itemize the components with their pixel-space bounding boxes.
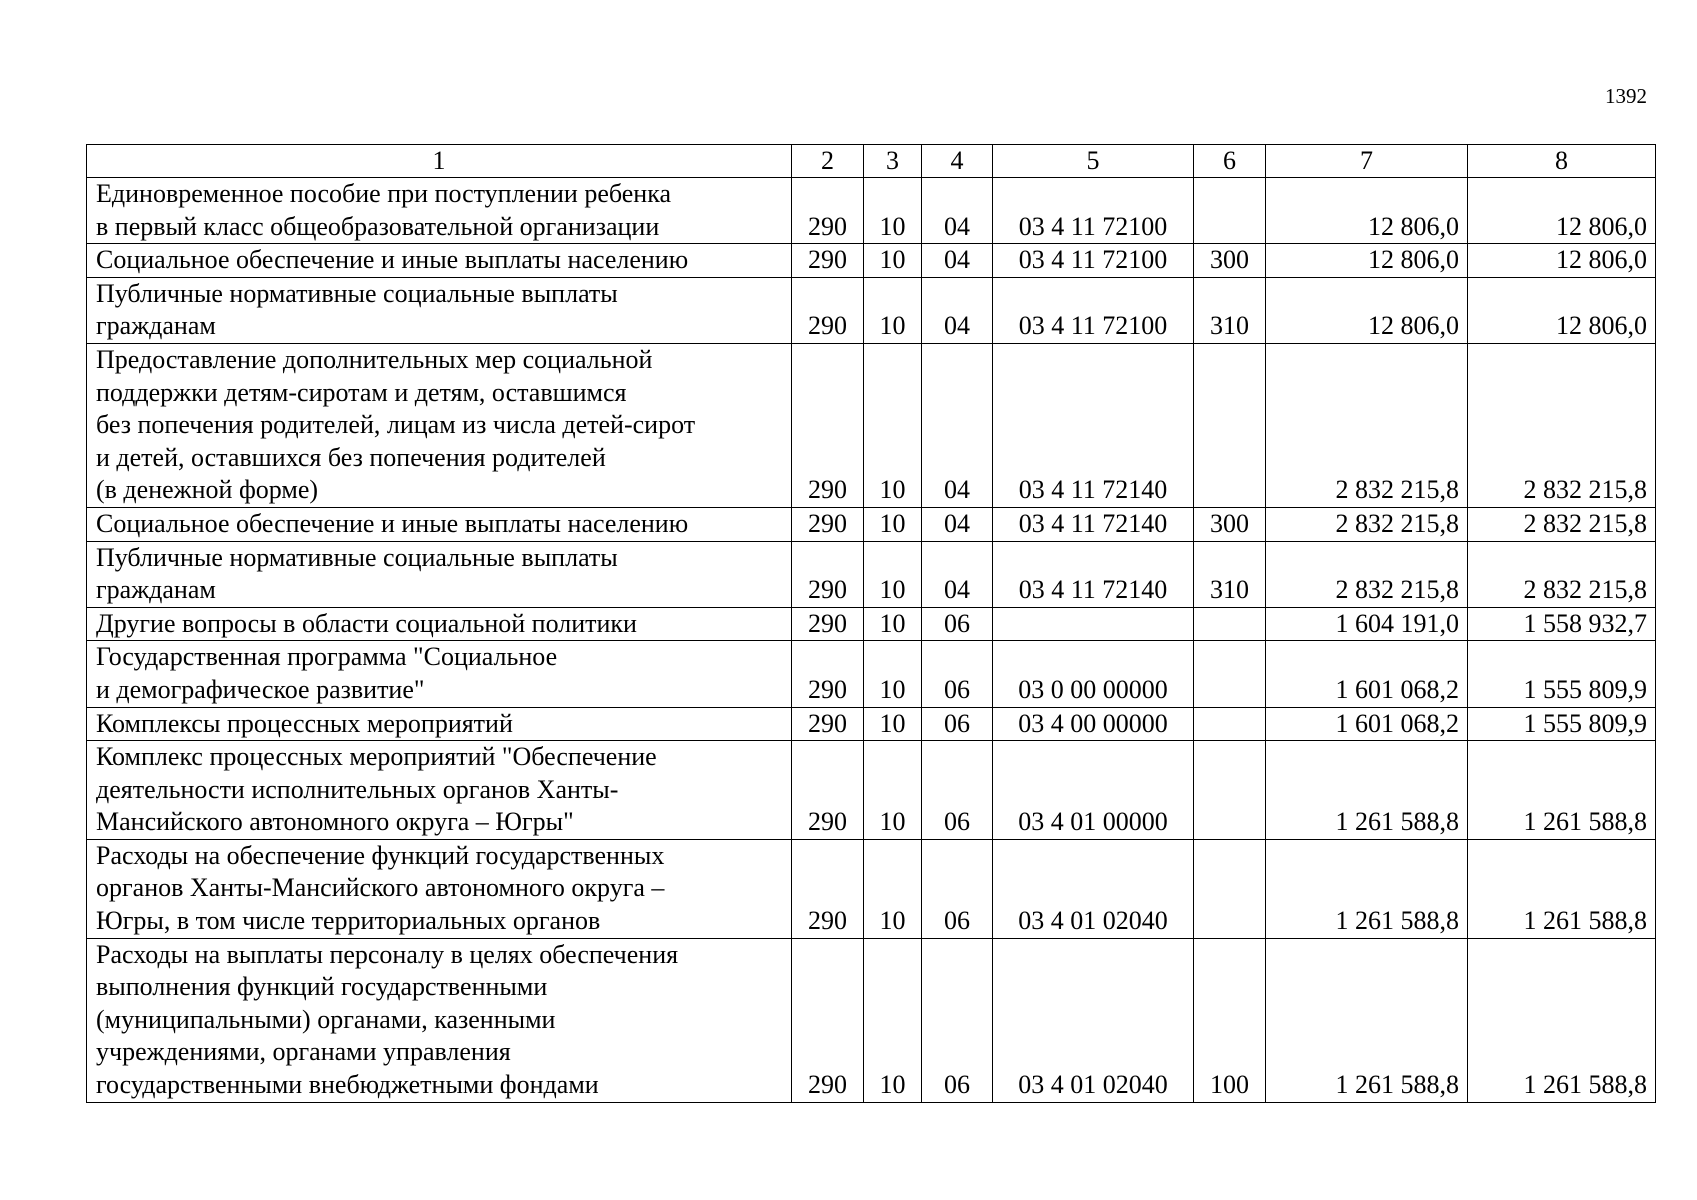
- cell-code-section: 10: [864, 178, 922, 244]
- row-label: Расходы на обеспечение функций государственных органов Ханты-Мансийского автономного округа – Югры, в том числе территориальных органов: [87, 839, 792, 938]
- table-row: [87, 277, 1656, 343]
- row-label: Другие вопросы в области социальной политики: [87, 607, 792, 641]
- cell-amount-1: 1 601 068,2: [1266, 707, 1468, 741]
- cell-code-expense-type: 310: [1194, 541, 1266, 607]
- column-header-7: 7: [1266, 145, 1468, 178]
- cell-amount-2: 1 261 588,8: [1468, 938, 1656, 1102]
- cell-amount-1: 2 832 215,8: [1266, 343, 1468, 507]
- cell-code-subsection: 04: [922, 178, 993, 244]
- cell-code-section: 10: [864, 839, 922, 938]
- cell-code-ministry: 290: [792, 178, 864, 244]
- cell-amount-1: 12 806,0: [1266, 178, 1468, 244]
- cell-code-expense-type: [1194, 607, 1266, 641]
- table-row: [87, 541, 1656, 607]
- cell-code-expense-type: [1194, 343, 1266, 507]
- cell-code-ministry: 290: [792, 641, 864, 707]
- row-label: Социальное обеспечение и иные выплаты населению: [87, 244, 792, 278]
- table-row: [87, 178, 1656, 244]
- cell-code-section: 10: [864, 244, 922, 278]
- table-row: [87, 244, 1656, 278]
- cell-code-target: 03 4 11 72140: [993, 343, 1194, 507]
- cell-code-expense-type: [1194, 839, 1266, 938]
- column-header-3: 3: [864, 145, 922, 178]
- row-label: Государственная программа "Социальное и демографическое развитие": [87, 641, 792, 707]
- cell-code-target: 03 4 01 02040: [993, 938, 1194, 1102]
- cell-amount-2: 1 555 809,9: [1468, 707, 1656, 741]
- cell-amount-1: 1 261 588,8: [1266, 938, 1468, 1102]
- cell-code-ministry: 290: [792, 541, 864, 607]
- cell-code-subsection: 04: [922, 343, 993, 507]
- cell-code-subsection: 06: [922, 938, 993, 1102]
- cell-amount-2: 2 832 215,8: [1468, 541, 1656, 607]
- cell-code-ministry: 290: [792, 244, 864, 278]
- table-row: [87, 839, 1656, 938]
- cell-code-ministry: 290: [792, 741, 864, 840]
- cell-code-subsection: 06: [922, 607, 993, 641]
- cell-amount-2: 2 832 215,8: [1468, 343, 1656, 507]
- cell-code-subsection: 04: [922, 507, 993, 541]
- cell-code-target: 03 4 11 72100: [993, 178, 1194, 244]
- table-row: [87, 507, 1656, 541]
- cell-code-section: 10: [864, 507, 922, 541]
- cell-amount-1: 12 806,0: [1266, 277, 1468, 343]
- cell-code-expense-type: [1194, 641, 1266, 707]
- cell-amount-2: 1 261 588,8: [1468, 741, 1656, 840]
- cell-amount-1: 2 832 215,8: [1266, 541, 1468, 607]
- cell-code-ministry: 290: [792, 277, 864, 343]
- table-row: [87, 641, 1656, 707]
- table-row: [87, 707, 1656, 741]
- column-header-1: 1: [87, 145, 792, 178]
- cell-code-ministry: 290: [792, 707, 864, 741]
- cell-amount-2: 12 806,0: [1468, 277, 1656, 343]
- cell-code-target: 03 4 01 02040: [993, 839, 1194, 938]
- cell-code-subsection: 06: [922, 839, 993, 938]
- cell-code-expense-type: 310: [1194, 277, 1266, 343]
- cell-code-section: 10: [864, 277, 922, 343]
- table-row: [87, 607, 1656, 641]
- cell-amount-2: 2 832 215,8: [1468, 507, 1656, 541]
- column-header-6: 6: [1194, 145, 1266, 178]
- table-body: [87, 178, 1656, 1103]
- row-label: Комплекс процессных мероприятий "Обеспечение деятельности исполнительных органов Ханты- Мансийского автономного округа – Югры": [87, 741, 792, 840]
- cell-code-ministry: 290: [792, 607, 864, 641]
- cell-code-expense-type: 300: [1194, 244, 1266, 278]
- cell-amount-1: 2 832 215,8: [1266, 507, 1468, 541]
- row-label: Публичные нормативные социальные выплаты гражданам: [87, 541, 792, 607]
- row-label: Публичные нормативные социальные выплаты гражданам: [87, 277, 792, 343]
- cell-code-target: 03 4 11 72140: [993, 541, 1194, 607]
- row-label: Предоставление дополнительных мер социальной поддержки детям-сиротам и детям, оставшимся без попечения родителей, лицам из числа детей-сирот и детей, оставшихся без попечения родителей (в денежной форме): [87, 343, 792, 507]
- row-label: Единовременное пособие при поступлении ребенка в первый класс общеобразовательной организации: [87, 178, 792, 244]
- cell-amount-1: 1 601 068,2: [1266, 641, 1468, 707]
- cell-code-section: 10: [864, 707, 922, 741]
- cell-code-expense-type: [1194, 707, 1266, 741]
- cell-amount-2: 12 806,0: [1468, 244, 1656, 278]
- table-row: [87, 343, 1656, 507]
- cell-amount-1: 12 806,0: [1266, 244, 1468, 278]
- cell-code-section: 10: [864, 343, 922, 507]
- cell-code-expense-type: 300: [1194, 507, 1266, 541]
- cell-code-target: 03 4 01 00000: [993, 741, 1194, 840]
- cell-amount-2: 12 806,0: [1468, 178, 1656, 244]
- cell-amount-1: 1 604 191,0: [1266, 607, 1468, 641]
- column-header-8: 8: [1468, 145, 1656, 178]
- cell-code-expense-type: [1194, 741, 1266, 840]
- cell-code-target: 03 0 00 00000: [993, 641, 1194, 707]
- row-label: Расходы на выплаты персоналу в целях обеспечения выполнения функций государственными (муниципальными) органами, казенными учреждениями, органами управления государственными внебюджетными фондами: [87, 938, 792, 1102]
- cell-amount-1: 1 261 588,8: [1266, 741, 1468, 840]
- cell-code-subsection: 06: [922, 641, 993, 707]
- cell-code-subsection: 04: [922, 541, 993, 607]
- cell-code-target: 03 4 11 72100: [993, 244, 1194, 278]
- table-row: [87, 741, 1656, 840]
- cell-code-subsection: 06: [922, 741, 993, 840]
- cell-code-expense-type: 100: [1194, 938, 1266, 1102]
- cell-amount-1: 1 261 588,8: [1266, 839, 1468, 938]
- cell-code-target: [993, 607, 1194, 641]
- budget-table: [86, 144, 1656, 1103]
- header-row: [87, 145, 1656, 178]
- cell-code-subsection: 04: [922, 277, 993, 343]
- table-row: [87, 938, 1656, 1102]
- column-header-4: 4: [922, 145, 993, 178]
- cell-amount-2: 1 555 809,9: [1468, 641, 1656, 707]
- cell-code-ministry: 290: [792, 507, 864, 541]
- cell-amount-2: 1 558 932,7: [1468, 607, 1656, 641]
- column-header-5: 5: [993, 145, 1194, 178]
- cell-amount-2: 1 261 588,8: [1468, 839, 1656, 938]
- cell-code-target: 03 4 11 72140: [993, 507, 1194, 541]
- column-header-2: 2: [792, 145, 864, 178]
- cell-code-subsection: 04: [922, 244, 993, 278]
- cell-code-section: 10: [864, 641, 922, 707]
- cell-code-section: 10: [864, 741, 922, 840]
- page-number: 1392: [1605, 84, 1647, 108]
- row-label: Социальное обеспечение и иные выплаты населению: [87, 507, 792, 541]
- cell-code-ministry: 290: [792, 839, 864, 938]
- row-label: Комплексы процессных мероприятий: [87, 707, 792, 741]
- cell-code-expense-type: [1194, 178, 1266, 244]
- cell-code-ministry: 290: [792, 938, 864, 1102]
- cell-code-section: 10: [864, 541, 922, 607]
- cell-code-section: 10: [864, 938, 922, 1102]
- cell-code-ministry: 290: [792, 343, 864, 507]
- cell-code-target: 03 4 11 72100: [993, 277, 1194, 343]
- cell-code-section: 10: [864, 607, 922, 641]
- cell-code-target: 03 4 00 00000: [993, 707, 1194, 741]
- cell-code-subsection: 06: [922, 707, 993, 741]
